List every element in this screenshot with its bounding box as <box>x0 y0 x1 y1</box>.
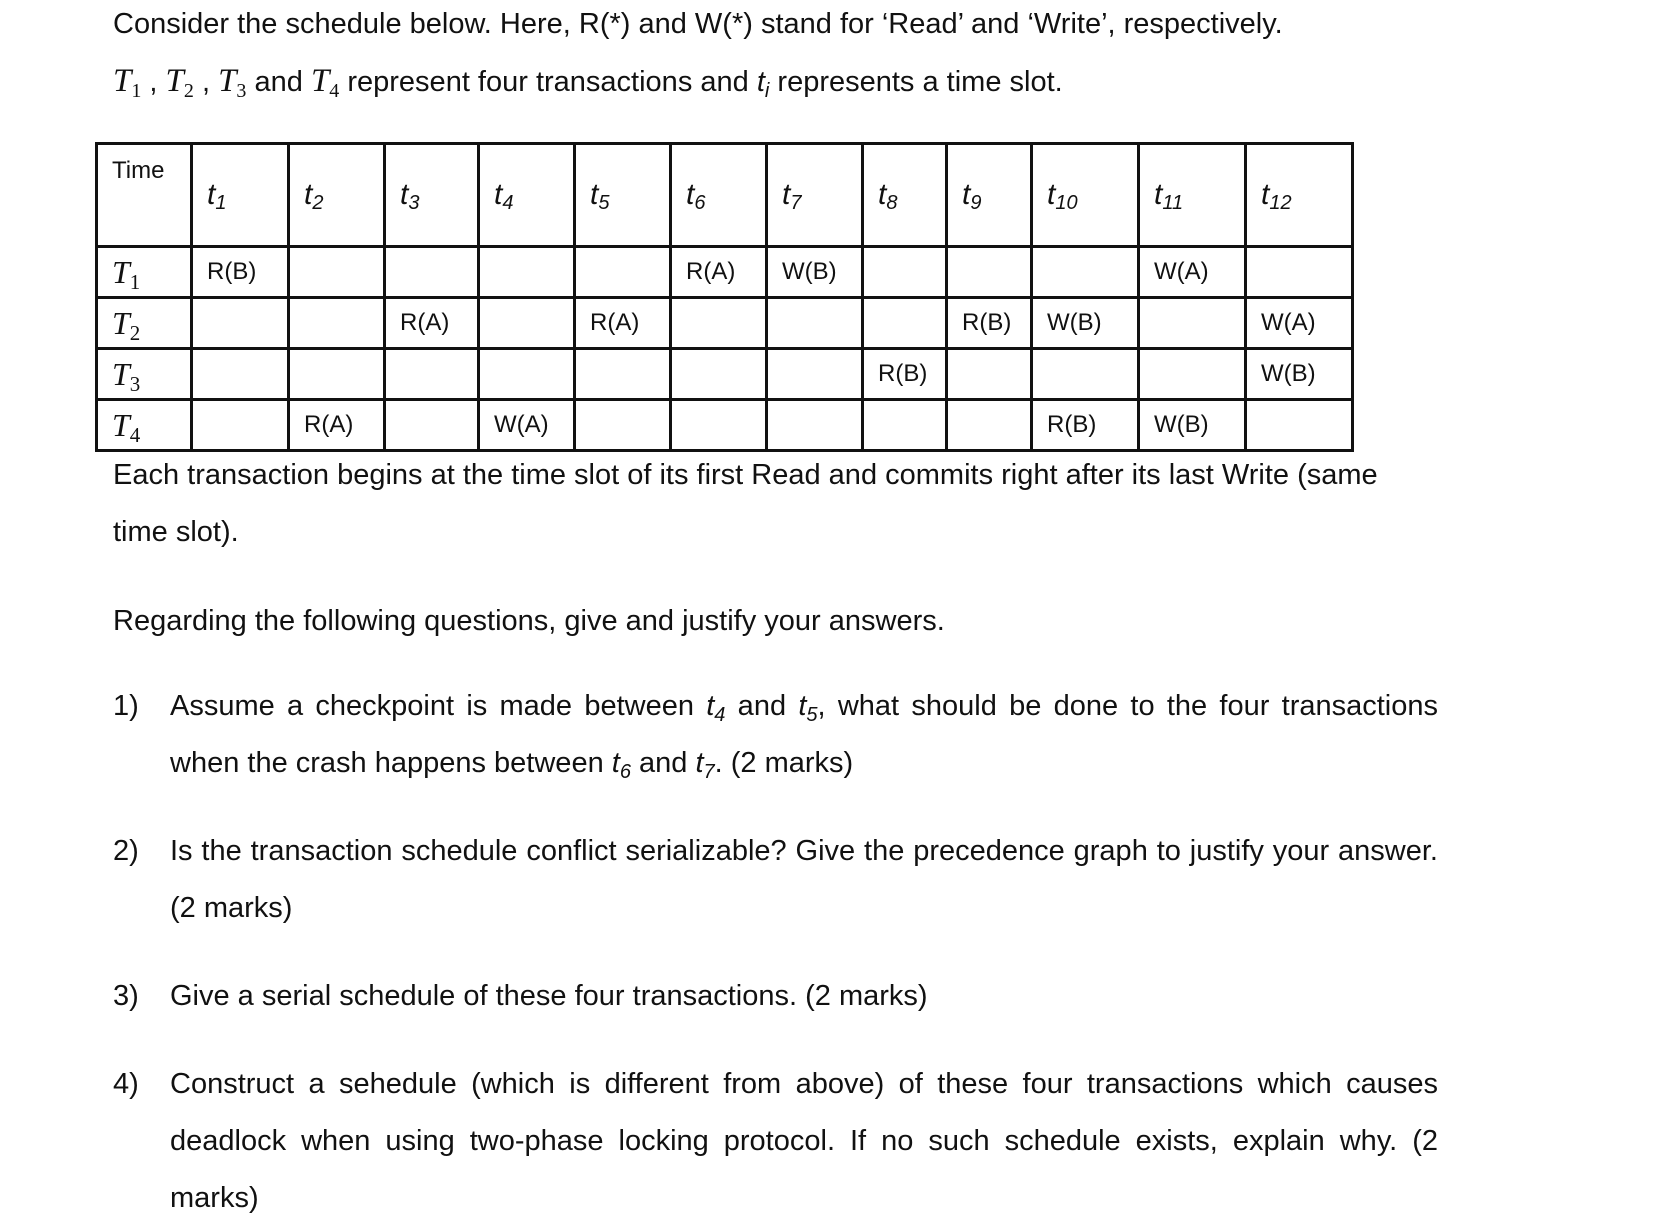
time-slot-ref: $t_6$ <box>611 747 631 783</box>
question-text: , what should be done to the four transactions when the crash happens between <box>170 690 1439 779</box>
operation-cell: W(B) <box>1139 400 1246 451</box>
time-slot-symbol: $t_i$ <box>756 66 770 102</box>
question-text: Assume a checkpoint is made between <box>170 690 707 722</box>
operation-cell <box>575 349 671 400</box>
operation-cell <box>863 247 947 298</box>
question-number: 1) <box>113 690 139 722</box>
transaction-label: $T_2$ <box>112 304 141 345</box>
time-slot-header <box>192 144 289 247</box>
time-slot-label: $t_9$ <box>962 178 982 214</box>
time-slot-label: $t_4$ <box>494 178 514 214</box>
time-slot-label: $t_6$ <box>686 178 706 214</box>
operation-cell: W(A) <box>1246 298 1353 349</box>
operation-cell: W(B) <box>1246 349 1353 400</box>
operation-cell <box>385 400 479 451</box>
transaction-symbol: $T_3$ <box>218 63 247 102</box>
intro-line-1: Consider the schedule below. Here, R(*) and W(*) stand for ‘Read’ and ‘Write’, respectively. <box>113 8 1283 40</box>
intro-timeslot-text: represents a time slot. <box>777 66 1063 98</box>
operation-cell <box>863 298 947 349</box>
operation-cell <box>289 298 385 349</box>
operation-cell <box>289 349 385 400</box>
operation-cell <box>671 349 767 400</box>
transaction-row-t1 <box>97 247 1353 298</box>
time-slot-label: $t_7$ <box>782 178 802 214</box>
operation-cell <box>289 247 385 298</box>
time-slot-label: $t_{11}$ <box>1154 178 1184 214</box>
question-text: Is the transaction schedule conflict serializable? Give the precedence graph to justify your answer. (2 marks) <box>170 835 1438 924</box>
time-slot-header <box>289 144 385 247</box>
operation-cell <box>479 298 575 349</box>
transaction-row-t2 <box>97 298 1353 349</box>
time-slot-header <box>385 144 479 247</box>
time-slot-header <box>479 144 575 247</box>
time-slot-header <box>1246 144 1353 247</box>
operation-cell <box>947 400 1032 451</box>
question-item <box>113 968 1438 1025</box>
operation-cell <box>863 400 947 451</box>
operation-cell: R(A) <box>289 400 385 451</box>
operation-cell: R(B) <box>863 349 947 400</box>
operation-cell: R(B) <box>192 247 289 298</box>
operation-cell: R(A) <box>575 298 671 349</box>
operation-cell: W(A) <box>479 400 575 451</box>
time-slot-header <box>1032 144 1139 247</box>
operation-cell <box>575 247 671 298</box>
operation-cell <box>385 247 479 298</box>
operation-cell <box>192 349 289 400</box>
time-slot-ref: $t_5$ <box>798 690 818 726</box>
time-slot-label: $t_8$ <box>878 178 898 214</box>
schedule-note: Each transaction begins at the time slot of its first Read and commits right after its last Write (same time slot). <box>113 459 1378 548</box>
and-word: and <box>254 66 303 98</box>
operation-cell <box>947 247 1032 298</box>
intro-paragraph <box>113 0 1438 111</box>
time-slot-header <box>575 144 671 247</box>
operation-cell <box>767 400 863 451</box>
operation-cell: R(A) <box>671 247 767 298</box>
transaction-row-t4 <box>97 400 1353 451</box>
question-number: 3) <box>113 980 139 1012</box>
question-text: Construct a sehedule (which is different from above) of these four transactions which causes deadlock when using two-phase locking protocol. If no such schedule exists, explain why. (2 marks) <box>170 1068 1438 1214</box>
schedule-table <box>95 142 1354 452</box>
operation-cell <box>575 400 671 451</box>
operation-cell <box>671 298 767 349</box>
time-slot-label: $t_2$ <box>304 178 324 214</box>
time-slot-ref: $t_7$ <box>695 747 715 783</box>
operation-cell <box>947 349 1032 400</box>
operation-cell <box>671 400 767 451</box>
question-text: Give a serial schedule of these four transactions. (2 marks) <box>170 980 928 1012</box>
transaction-symbol: $T_2$ <box>165 63 194 102</box>
intro-transactions: $T_1$ , $T_2$ , $T_3$ and $T_4$ represent four transactions and $t_i$ represents a time slot. <box>113 63 1063 102</box>
operation-cell: R(B) <box>1032 400 1139 451</box>
operation-cell: R(A) <box>385 298 479 349</box>
question-list <box>113 678 1438 1227</box>
transaction-label: $T_1$ <box>112 253 141 294</box>
time-slot-ref: $t_4$ <box>706 690 726 726</box>
schedule-header-row <box>97 144 1353 247</box>
operation-cell <box>1032 247 1139 298</box>
operation-cell <box>479 247 575 298</box>
time-slot-label: $t_{10}$ <box>1047 178 1078 214</box>
transaction-name <box>97 298 192 349</box>
question-item <box>113 1056 1438 1227</box>
time-slot-header <box>767 144 863 247</box>
transaction-label: $T_4$ <box>112 406 141 447</box>
transaction-name <box>97 247 192 298</box>
operation-cell <box>1246 247 1353 298</box>
operation-cell <box>192 298 289 349</box>
time-slot-label: $t_{12}$ <box>1261 178 1292 214</box>
operation-cell: W(B) <box>767 247 863 298</box>
operation-cell: W(A) <box>1139 247 1246 298</box>
transaction-symbol: $T_1$ <box>113 63 142 102</box>
transaction-name <box>97 400 192 451</box>
operation-cell <box>767 298 863 349</box>
transaction-row-t3 <box>97 349 1353 400</box>
operation-cell <box>767 349 863 400</box>
intro-represent-text: represent four transactions and <box>347 66 749 98</box>
operation-cell <box>385 349 479 400</box>
question-item <box>113 823 1438 937</box>
question-text: and <box>725 690 799 722</box>
question-text: . (2 marks) <box>714 747 854 779</box>
operation-cell <box>1139 349 1246 400</box>
time-slot-label: $t_5$ <box>590 178 610 214</box>
operation-cell <box>1032 349 1139 400</box>
time-slot-header <box>947 144 1032 247</box>
transaction-label: $T_3$ <box>112 355 141 396</box>
time-slot-header <box>671 144 767 247</box>
question-number: 2) <box>113 835 139 867</box>
operation-cell <box>192 400 289 451</box>
operation-cell <box>1246 400 1353 451</box>
transaction-symbol: $T_4$ <box>310 63 340 102</box>
time-label: Time <box>97 144 192 247</box>
operation-cell: R(B) <box>947 298 1032 349</box>
question-text: and <box>630 747 696 779</box>
question-number: 4) <box>113 1068 139 1100</box>
operation-cell: W(B) <box>1032 298 1139 349</box>
transaction-name <box>97 349 192 400</box>
operation-cell <box>479 349 575 400</box>
time-slot-label: $t_1$ <box>207 178 227 214</box>
time-slot-label: $t_3$ <box>400 178 420 214</box>
question-item <box>113 678 1438 792</box>
instructions: Regarding the following questions, give and justify your answers. <box>113 605 945 637</box>
operation-cell <box>1139 298 1246 349</box>
time-slot-header <box>863 144 947 247</box>
time-slot-header <box>1139 144 1246 247</box>
